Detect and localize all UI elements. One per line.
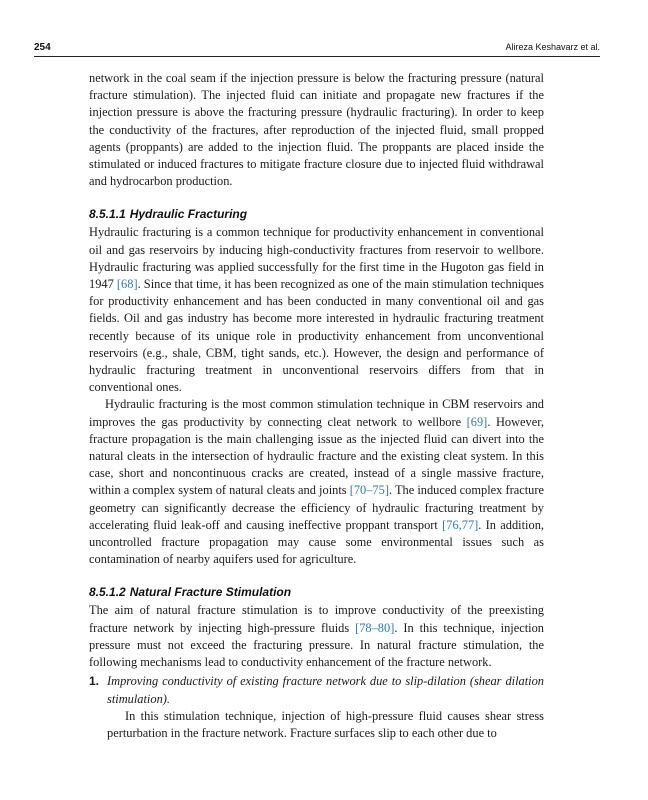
text-run: The aim of natural fracture stimulation is to improve conductivity of the preexisting fracture network by injecting high-pressure fluids [89, 603, 544, 635]
citation-link[interactable]: [78–80] [355, 620, 395, 635]
list-item-title: Improving conductivity of existing fracture network due to slip-dilation (shear dilation stimulation). [107, 674, 544, 706]
paragraph-hf-1 [89, 224, 544, 396]
text-run: . The induced complex fracture geometry can significantly decrease the efficiency of hydraulic fracturing treatment by accelerating fluid leak-off and causing ineffective proppant transport [89, 483, 544, 532]
section-number: 8.5.1.2 [89, 585, 126, 600]
section-title: Hydraulic Fracturing [129, 207, 248, 222]
running-authors: Alireza Keshavarz et al. [505, 42, 600, 52]
citation-link[interactable]: [68] [116, 277, 138, 292]
citation-link[interactable]: [70–75] [349, 483, 389, 498]
text-run: . However, fracture propagation is the main challenging issue as the injected fluid can divert into the natural cleats in the intersection of hydraulic fracture and the existing cleat system. In this case, short and noncontinuous cracks are created, instead of a single massive fracture, within a complex system of natural cleats and joints [89, 414, 544, 498]
body-text [89, 70, 544, 742]
section-heading-hydraulic-fracturing [89, 206, 544, 222]
list-number: 1. [89, 674, 100, 689]
text-run: Hydraulic fracturing is a common technique for productivity enhancement in conventional oil and gas reservoirs by inducing high-conductivity fractures from reservoir to wellbore. Hydraulic fracturing was applied successfully for the first time in the Hugoton gas field in 1947 [89, 225, 544, 292]
text-run: Hydraulic fracturing is the most common stimulation technique in CBM reservoirs and improves the gas productivity by connecting cleat network to wellbore [89, 397, 544, 429]
section-title: Natural Fracture Stimulation [129, 585, 292, 600]
paragraph-nfs-1 [89, 602, 544, 671]
citation-link[interactable]: [69] [466, 414, 488, 429]
text-run: . In this technique, injection pressure must not exceed the fracturing pressure. In natural fracture stimulation, the following mechanisms lead to conductivity enhancement of the fracture network. [89, 620, 544, 670]
section-number: 8.5.1.1 [89, 207, 126, 222]
running-header [34, 38, 600, 57]
page-number: 254 [34, 42, 51, 53]
text-run: . Since that time, it has been recognized as one of the main stimulation techniques for productivity enhancement and has been conducted in many conventional oil and gas fields. Oil and gas industry has become more interested in hydraulic fracturing treatment recently because of its unique role in productivity enhancement from unconventional reservoirs (e.g., shale, CBM, tight sands, etc.). However, the design and performance of hydraulic fracturing treatment in unconventional reservoirs differs from that in conventional ones. [89, 277, 544, 395]
text-run: . In addition, uncontrolled fracture propagation may cause some environmental issues such as contamination of nearby aquifers used for agriculture. [89, 517, 544, 567]
paragraph-intro: network in the coal seam if the injection pressure is below the fracturing pressure (natural fracture stimulation). The injected fluid can initiate and propagate new fractures if the injection pressure is above the fracturing pressure (hydraulic fracturing). In order to keep the conductivity of the fractures, after reproduction of the injected fluid, small propped agents (proppants) are added to the injection fluid. The proppants are placed inside the stimulated or induced fractures to mitigate fracture closure due to injected fluid withdrawal and hydrocarbon production. [89, 71, 544, 189]
citation-link[interactable]: [76,77] [442, 517, 479, 532]
section-heading-natural-fracture-stimulation [89, 584, 544, 600]
paragraph-hf-2 [89, 396, 544, 568]
list-item [89, 673, 544, 742]
list-item-text: In this stimulation technique, injection of high-pressure fluid causes shear stress perturbation in the fracture network. Fracture surfaces slip to each other due to [107, 708, 544, 740]
